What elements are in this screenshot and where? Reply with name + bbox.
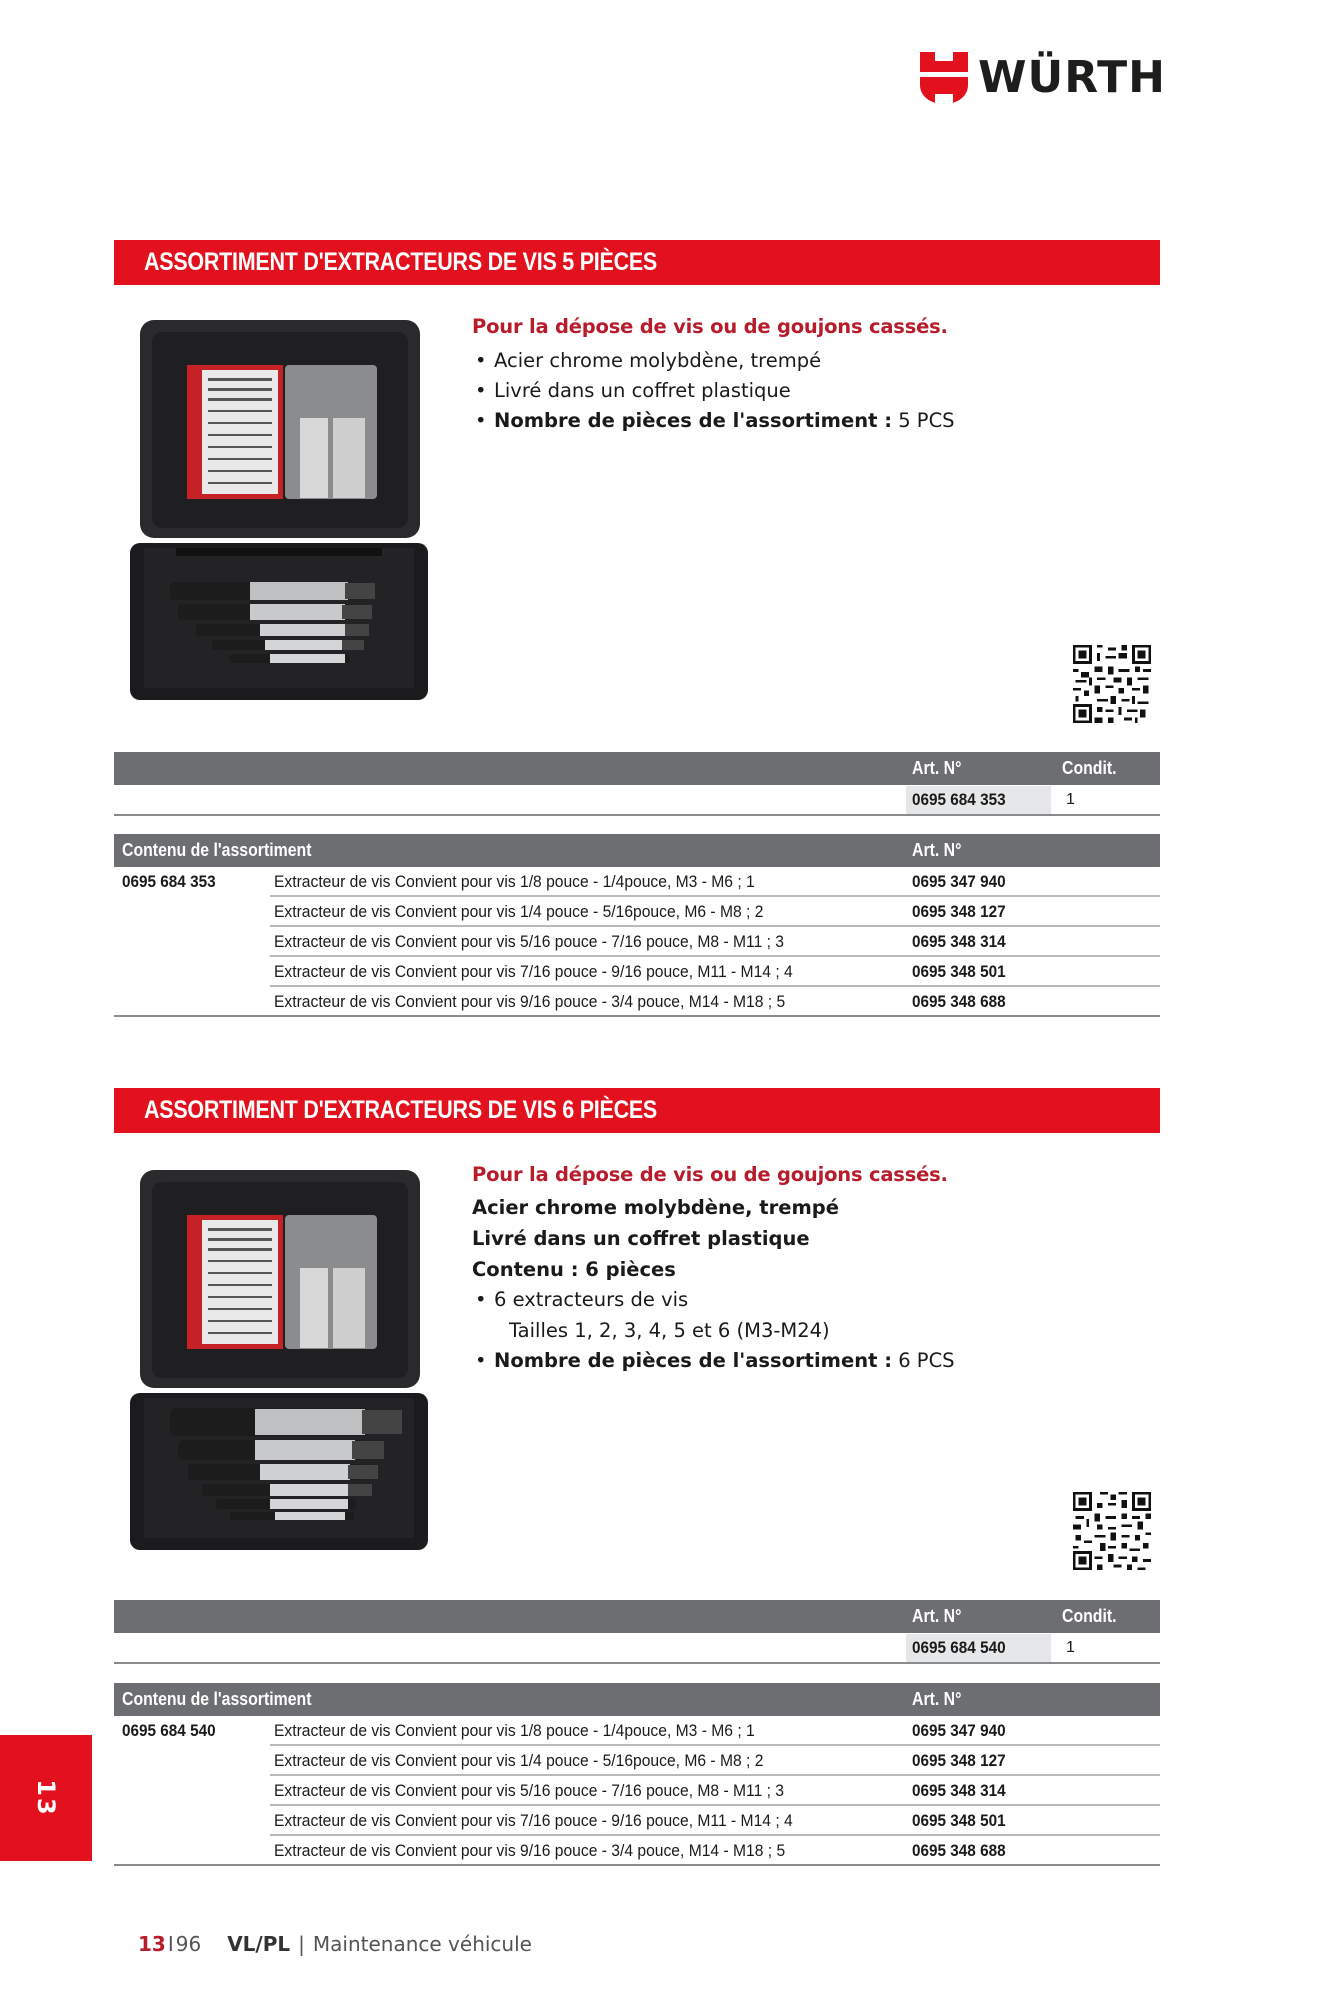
chapter-tab[interactable] — [0, 1735, 92, 1861]
item-description: Extracteur de vis Convient pour vis 5/16 pouce - 7/16 pouce, M8 - M11 ; 3 — [274, 932, 785, 951]
feature-sub-line: Tailles 1, 2, 3, 4, 5 et 6 (M3-M24) — [509, 1319, 830, 1342]
product-image-5-pieces — [130, 318, 428, 700]
item-article-number: 0695 348 688 — [912, 1841, 1006, 1860]
item-description: Extracteur de vis Convient pour vis 9/16 pouce - 3/4 pouce, M14 - M18 ; 5 — [274, 992, 786, 1011]
description-headline: Pour la dépose de vis ou de goujons cassés. — [472, 315, 948, 338]
item-article-number: 0695 348 314 — [912, 1781, 1006, 1800]
contents-table-row — [114, 1806, 1160, 1836]
feature-line: Livré dans un coffret plastique — [472, 1227, 810, 1250]
chapter-number: 13 — [138, 1932, 166, 1956]
packaging-unit: 1 — [1066, 791, 1075, 808]
packaging-unit: 1 — [1066, 1639, 1075, 1656]
chapter-tab-label: 13 — [32, 1779, 60, 1817]
item-article-number: 0695 347 940 — [912, 1721, 1006, 1740]
article-number[interactable]: 0695 684 540 — [906, 1634, 1051, 1662]
item-description: Extracteur de vis Convient pour vis 5/16 pouce - 7/16 pouce, M8 - M11 ; 3 — [274, 1781, 785, 1800]
contents-table-row — [114, 957, 1160, 987]
contents-table-row — [114, 1716, 1160, 1746]
footer-category: VL/PL — [227, 1932, 291, 1956]
description-headline: Pour la dépose de vis ou de goujons cassés. — [472, 1163, 948, 1186]
feature-bullet: • Nombre de pièces de l'assortiment : 6 PCS — [472, 1346, 1032, 1376]
brand-name: WÜRTH — [978, 52, 1167, 103]
item-article-number: 0695 348 127 — [912, 902, 1006, 921]
item-description: Extracteur de vis Convient pour vis 1/4 pouce - 5/16pouce, M6 - M8 ; 2 — [274, 902, 764, 921]
section-title-5-pieces: ASSORTIMENT D'EXTRACTEURS DE VIS 5 PIÈCES — [114, 240, 1160, 285]
item-description: Extracteur de vis Convient pour vis 1/4 pouce - 5/16pouce, M6 - M8 ; 2 — [274, 1751, 764, 1770]
item-description: Extracteur de vis Convient pour vis 7/16 pouce - 9/16 pouce, M11 - M14 ; 4 — [274, 962, 793, 981]
qr-code-icon[interactable] — [1073, 1492, 1151, 1570]
page-number: 96 — [175, 1932, 202, 1956]
contents-table-row — [114, 1836, 1160, 1866]
order-table-header: Art. N° Condit. — [114, 1600, 1160, 1633]
order-table-header: Art. N° Condit. — [114, 752, 1160, 785]
contents-table-header: Contenu de l'assortiment Art. N° — [114, 1683, 1160, 1716]
feature-bullet: • Nombre de pièces de l'assortiment : 5 PCS — [472, 406, 1032, 436]
contents-table-header: Contenu de l'assortiment Art. N° — [114, 834, 1160, 867]
product-description-6-pieces — [472, 1160, 1032, 1376]
contents-table-row — [114, 987, 1160, 1017]
order-table-row — [114, 1634, 1160, 1664]
order-table-row — [114, 786, 1160, 816]
item-article-number: 0695 348 314 — [912, 932, 1006, 951]
table-bottom-divider — [114, 1864, 1160, 1866]
footer-separator: I — [167, 1932, 174, 1956]
wurth-logo — [920, 52, 1166, 104]
product-image-6-pieces — [130, 1168, 428, 1550]
wurth-logo-icon — [920, 52, 968, 104]
item-article-number: 0695 348 501 — [912, 1811, 1006, 1830]
set-code: 0695 684 353 — [122, 872, 216, 891]
feature-bullet: • 6 extracteurs de vis — [472, 1285, 1032, 1315]
page-footer — [138, 1928, 532, 1960]
table-bottom-divider — [114, 1015, 1160, 1017]
footer-divider: | — [298, 1932, 305, 1956]
item-description: Extracteur de vis Convient pour vis 1/8 pouce - 1/4pouce, M3 - M6 ; 1 — [274, 872, 755, 891]
feature-line: Acier chrome molybdène, trempé — [472, 1196, 839, 1219]
item-article-number: 0695 347 940 — [912, 872, 1006, 891]
item-article-number: 0695 348 501 — [912, 962, 1006, 981]
feature-bullet: • Livré dans un coffret plastique — [472, 376, 1032, 406]
contents-table-row — [114, 1746, 1160, 1776]
contents-table-row — [114, 897, 1160, 927]
feature-line: Contenu : 6 pièces — [472, 1258, 676, 1281]
qr-code-icon[interactable] — [1073, 645, 1151, 723]
section-title-6-pieces: ASSORTIMENT D'EXTRACTEURS DE VIS 6 PIÈCES — [114, 1088, 1160, 1133]
item-article-number: 0695 348 688 — [912, 992, 1006, 1011]
contents-table-row — [114, 1776, 1160, 1806]
item-description: Extracteur de vis Convient pour vis 1/8 pouce - 1/4pouce, M3 - M6 ; 1 — [274, 1721, 755, 1740]
article-number[interactable]: 0695 684 353 — [906, 786, 1051, 814]
item-description: Extracteur de vis Convient pour vis 7/16 pouce - 9/16 pouce, M11 - M14 ; 4 — [274, 1811, 793, 1830]
item-description: Extracteur de vis Convient pour vis 9/16 pouce - 3/4 pouce, M14 - M18 ; 5 — [274, 1841, 786, 1860]
product-description-5-pieces — [472, 312, 1032, 436]
contents-table-row — [114, 867, 1160, 897]
set-code: 0695 684 540 — [122, 1721, 216, 1740]
contents-table-row — [114, 927, 1160, 957]
feature-bullet: • Acier chrome molybdène, trempé — [472, 346, 1032, 376]
item-article-number: 0695 348 127 — [912, 1751, 1006, 1770]
footer-title: Maintenance véhicule — [312, 1932, 532, 1956]
